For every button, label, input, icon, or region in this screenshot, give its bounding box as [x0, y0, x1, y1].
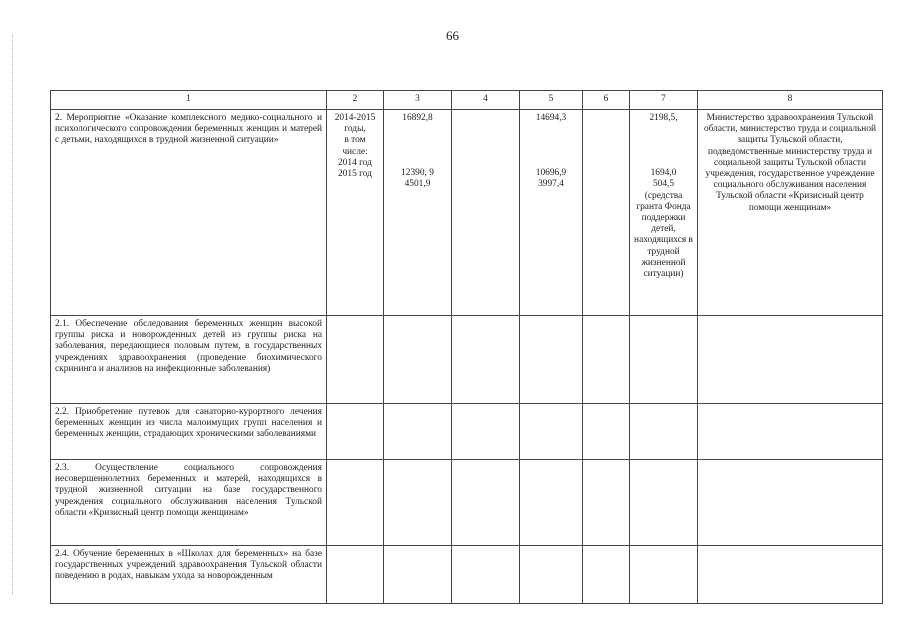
col3-total: 16892,8	[402, 113, 433, 123]
header-row	[51, 91, 883, 110]
subrow-2-1-text: 2.1. Обеспечение обследования беременных женщин высокой группы риска и новорожденных детей из группы риска на заболевания, передающиеся половым путем, в государственных учреждениях здравоохранения (проведение биохимического скрининга и анализов на инфекционные заболевания)	[51, 316, 327, 404]
header-col-5: 5	[520, 91, 583, 110]
col3-2015: 4501,9	[404, 179, 431, 190]
page-number: 66	[446, 28, 459, 43]
table-row-main	[51, 110, 883, 316]
col5-2014: 10696,9	[535, 168, 567, 179]
col7-total: 2198,5,	[649, 113, 678, 123]
col6-cell	[583, 110, 630, 316]
period-text: 2014-2015 годы,	[334, 113, 376, 135]
col7-note: (средства гранта Фонда поддержки детей, находящихся в трудной жизненной ситуации)	[634, 190, 693, 280]
col7-cell	[630, 110, 698, 316]
col7-2015: 504,5	[652, 179, 675, 190]
table-row	[51, 460, 883, 546]
header-col-4: 4	[452, 91, 520, 110]
subrow-2-2-text: 2.2. Приобретение путевок для санаторно-курортного лечения беременных женщин из числа малоимущих групп населения и беременных женщин, страдающих хроническими заболеваниями	[51, 404, 327, 460]
measures-table	[50, 90, 883, 604]
col3-2014: 12390, 9	[401, 168, 434, 179]
col5-total: 14694,3	[535, 113, 567, 123]
table-row	[51, 546, 883, 604]
table-row	[51, 316, 883, 404]
period-cell	[327, 110, 384, 316]
header-col-3: 3	[384, 91, 452, 110]
header-col-1: 1	[51, 91, 327, 110]
subrow-2-4-text: 2.4. Обучение беременных в «Школах для беременных» на базе государственных учреждений здравоохранения Тульской области поведению в родах, навыкам ухода за новорожденным	[51, 546, 327, 604]
executors-cell: Министерство здравоохранения Тульской области, министерство труда и социальной защиты Тульской области, подведомственные министерству труда и социальной защиты Тульской области учреждения, государственное учреждение социального обслуживания населения Тульской области «Кризисный центр помощи женщинам»	[698, 110, 883, 316]
subrow-2-3-text: 2.3. Осуществление социального сопровождения несовершеннолетних беременных и матерей, находящихся в трудной жизненной ситуации на базе государственного учреждения социального обслуживания населения Тульской области «Кризисный центр помощи женщинам»	[51, 460, 327, 546]
col5-2015: 3997,4	[538, 179, 564, 190]
margin-dotted-line	[12, 35, 13, 595]
col7-2014: 1694,0	[650, 168, 677, 179]
col5-cell	[520, 110, 583, 316]
header-col-7: 7	[630, 91, 698, 110]
year-2014: 2014 год	[338, 157, 372, 168]
year-2015: 2015 год	[338, 169, 372, 180]
col4-cell	[452, 110, 520, 316]
main-description: 2. Мероприятие «Оказание комплексного медико-социального и психологического сопровождения беременных женщин и матерей с детьми, находящихся в трудной жизненной ситуации»	[51, 110, 327, 316]
in-total-text: в том числе:	[342, 135, 368, 157]
header-col-6: 6	[583, 91, 630, 110]
table-row	[51, 404, 883, 460]
col3-cell	[384, 110, 452, 316]
header-col-8: 8	[698, 91, 883, 110]
header-col-2: 2	[327, 91, 384, 110]
